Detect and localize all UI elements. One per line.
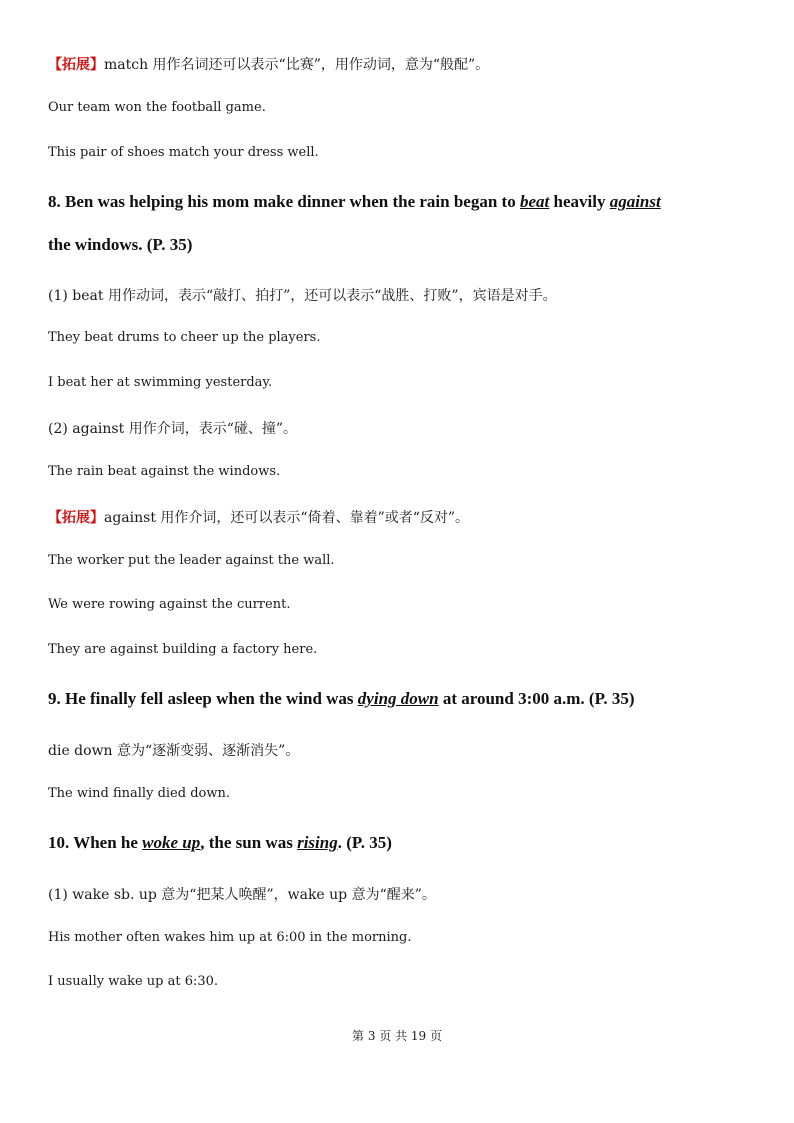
text-span: The rain beat against the windows. xyxy=(48,464,281,479)
line-l3 xyxy=(48,145,319,160)
line-l20 xyxy=(48,930,411,945)
line-l16 xyxy=(48,740,299,760)
line-l15 xyxy=(48,689,635,709)
text-span: 10. When he xyxy=(48,833,143,852)
text-span: This pair of shoes match your dress well. xyxy=(48,145,319,160)
line-l2 xyxy=(48,100,266,115)
line-l5 xyxy=(48,235,192,255)
text-span: at around 3:00 a.m. (P. 35) xyxy=(438,689,635,708)
line-l13 xyxy=(48,597,290,612)
text-span: The worker put the leader against the wall. xyxy=(48,553,335,568)
text-span: They are against building a factory here. xyxy=(48,642,318,657)
text-span: We were rowing against the current. xyxy=(48,597,291,612)
keyword: beat xyxy=(519,192,550,211)
tag-label: 【拓展】 xyxy=(48,57,104,73)
text-span: 8. Ben was helping his mom make dinner when the rain began to xyxy=(48,192,520,211)
line-l17 xyxy=(48,786,230,801)
text-span: (1) beat 用作动词，表示“敲打、拍打”，还可以表示“战胜、打败”，宾语是对手。 xyxy=(48,288,557,304)
line-l7 xyxy=(48,330,320,345)
text-span: 9. He finally fell asleep when the wind was xyxy=(48,689,358,708)
text-span: , the sun was xyxy=(200,833,298,852)
text-span: . (P. 35) xyxy=(337,833,392,852)
line-l14 xyxy=(48,642,317,657)
keyword: against xyxy=(609,192,661,211)
text-span: against 用作介词，还可以表示“倚着、靠着”或者“反对”。 xyxy=(104,510,470,526)
page-footer: 第 3 页 共 19 页 xyxy=(352,1029,442,1043)
line-l10 xyxy=(48,464,280,479)
line-l4 xyxy=(48,192,661,212)
text-span: His mother often wakes him up at 6:00 in the morning. xyxy=(48,930,412,945)
line-l6 xyxy=(48,285,557,305)
text-span: Our team won the football game. xyxy=(48,100,266,115)
text-span: match 用作名词还可以表示“比赛”，用作动词，意为“般配”。 xyxy=(104,57,490,73)
keyword: woke up xyxy=(142,833,201,852)
line-l19 xyxy=(48,884,436,904)
keyword: dying down xyxy=(357,689,439,708)
text-span: I usually wake up at 6:30. xyxy=(48,974,219,989)
line-l21 xyxy=(48,974,218,989)
text-span: They beat drums to cheer up the players. xyxy=(48,330,321,345)
text-span: die down 意为“逐渐变弱、逐渐消失”。 xyxy=(48,743,300,759)
line-l9 xyxy=(48,418,297,438)
text-span: I beat her at swimming yesterday. xyxy=(48,375,273,390)
text-span: (2) against 用作介词，表示“碰、撞”。 xyxy=(48,421,298,437)
text-span: The wind finally died down. xyxy=(48,786,230,801)
line-l18 xyxy=(48,833,392,853)
line-l11 xyxy=(48,507,469,527)
line-l12 xyxy=(48,553,335,568)
text-span: the windows. (P. 35) xyxy=(48,235,193,254)
text-span: (1) wake sb. up 意为“把某人唤醒”，wake up 意为“醒来”。 xyxy=(48,887,436,903)
line-l1 xyxy=(48,54,489,74)
tag-label: 【拓展】 xyxy=(48,510,104,526)
text-span: heavily xyxy=(549,192,610,211)
keyword: rising xyxy=(297,833,338,852)
line-l8 xyxy=(48,375,272,390)
